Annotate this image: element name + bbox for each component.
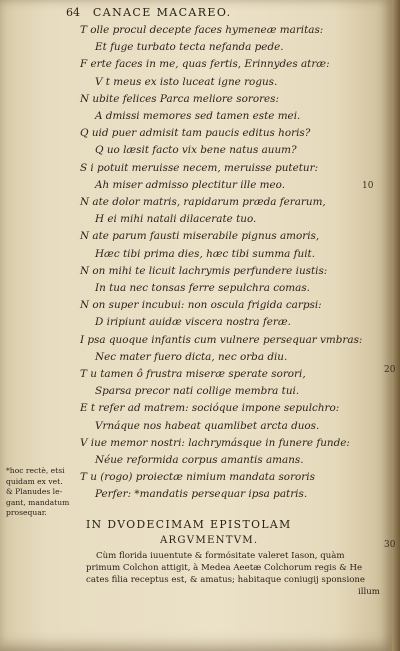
margin-note bbox=[6, 466, 80, 519]
verse-line: T u tamen ô frustra miseræ sperate sorori, bbox=[80, 368, 306, 380]
verse-line: Et fuge turbato tecta nefanda pede. bbox=[95, 41, 284, 54]
margin-note-line: *hoc rectè, etsi bbox=[6, 466, 65, 475]
verse-line: N on mihi te licuit lachrymis perfundere iustis: bbox=[80, 264, 328, 277]
verse-line: N ate dolor matris, rapidarum præda ferarum, bbox=[80, 196, 326, 208]
verse-line: T olle procul decepte faces hymeneæ maritas: bbox=[80, 24, 324, 36]
verse-line: Sparsa precor nati collige membra tui. bbox=[95, 385, 300, 398]
argument-heading: ARGVMENTVM. bbox=[160, 535, 259, 546]
verse-line: Perfer: *mandatis persequar ipsa patris. bbox=[95, 488, 308, 501]
verse-line: D iripiunt auidæ viscera nostra feræ. bbox=[95, 316, 291, 329]
margin-note-line: gant, mandatum bbox=[6, 497, 70, 507]
verse-line: Vrnáque nos habeat quamlibet arcta duos. bbox=[95, 419, 320, 432]
running-title: CANACE MACAREO. bbox=[92, 6, 232, 19]
verse-line: N on super incubui: non oscula frigida carpsi: bbox=[80, 299, 322, 312]
page-number: 64 bbox=[66, 6, 80, 19]
line-number: 10 bbox=[362, 181, 374, 191]
verse-line: A dmissi memores sed tamen este mei. bbox=[95, 110, 301, 122]
line-number: 20 bbox=[384, 365, 396, 375]
verse-line: V t meus ex isto luceat igne rogus. bbox=[95, 75, 278, 88]
verse-line: Ah miser admisso plectitur ille meo. bbox=[95, 178, 286, 191]
verse-line: N ate parum fausti miserabile pignus amoris, bbox=[80, 230, 320, 243]
margin-note-line: quidam ex vet. bbox=[6, 476, 63, 486]
margin-note-line: prosequar. bbox=[6, 508, 47, 517]
verse-line: S i potuit meruisse necem, meruisse putetur: bbox=[80, 161, 319, 174]
verse-line: E t refer ad matrem: socióque impone sepulchro: bbox=[80, 402, 340, 415]
page-edge bbox=[392, 0, 400, 651]
verse-line: Hæc tibi prima dies, hæc tibi summa fuit. bbox=[95, 247, 316, 260]
argument-line: primum Colchon attigit, à Medea Aeetæ Colchorum regis & He bbox=[86, 563, 363, 573]
argument-line: cates filia receptus est, & amatus; habitaque coniugij sponsione bbox=[86, 575, 366, 585]
epistle-title: IN DVODECIMAM EPISTOLAM bbox=[86, 518, 292, 531]
verse-line: Q uo læsit facto vix bene natus auum? bbox=[95, 144, 297, 157]
verse-line: F erte faces in me, quas fertis, Erinnydes atræ: bbox=[80, 58, 330, 71]
verse-line: H ei mihi natali dilacerate tuo. bbox=[95, 213, 257, 226]
verse-line: I psa quoque infantis cum vulnere persequar vmbras: bbox=[80, 333, 363, 346]
argument-line: illum bbox=[358, 587, 380, 597]
verse-line: Néue reformida corpus amantis amans. bbox=[95, 454, 304, 466]
line-number: 30 bbox=[384, 540, 396, 550]
margin-note-line: & Planudes le- bbox=[6, 487, 63, 496]
verse-line: T u (rogo) proiectæ nimium mandata sororis bbox=[80, 471, 315, 484]
argument-line: Cùm florida iuuentute & formósitate valeret Iason, quàm bbox=[96, 551, 345, 561]
verse-line: N ubite felices Parca meliore sorores: bbox=[80, 92, 280, 105]
verse-line: Q uid puer admisit tam paucis editus horis? bbox=[80, 127, 311, 140]
verse-line: Nec mater fuero dicta, nec orba diu. bbox=[95, 350, 288, 363]
verse-line: V iue memor nostri: lachrymásque in funere funde: bbox=[80, 436, 350, 449]
verse-line: In tua nec tonsas ferre sepulchra comas. bbox=[95, 282, 310, 294]
